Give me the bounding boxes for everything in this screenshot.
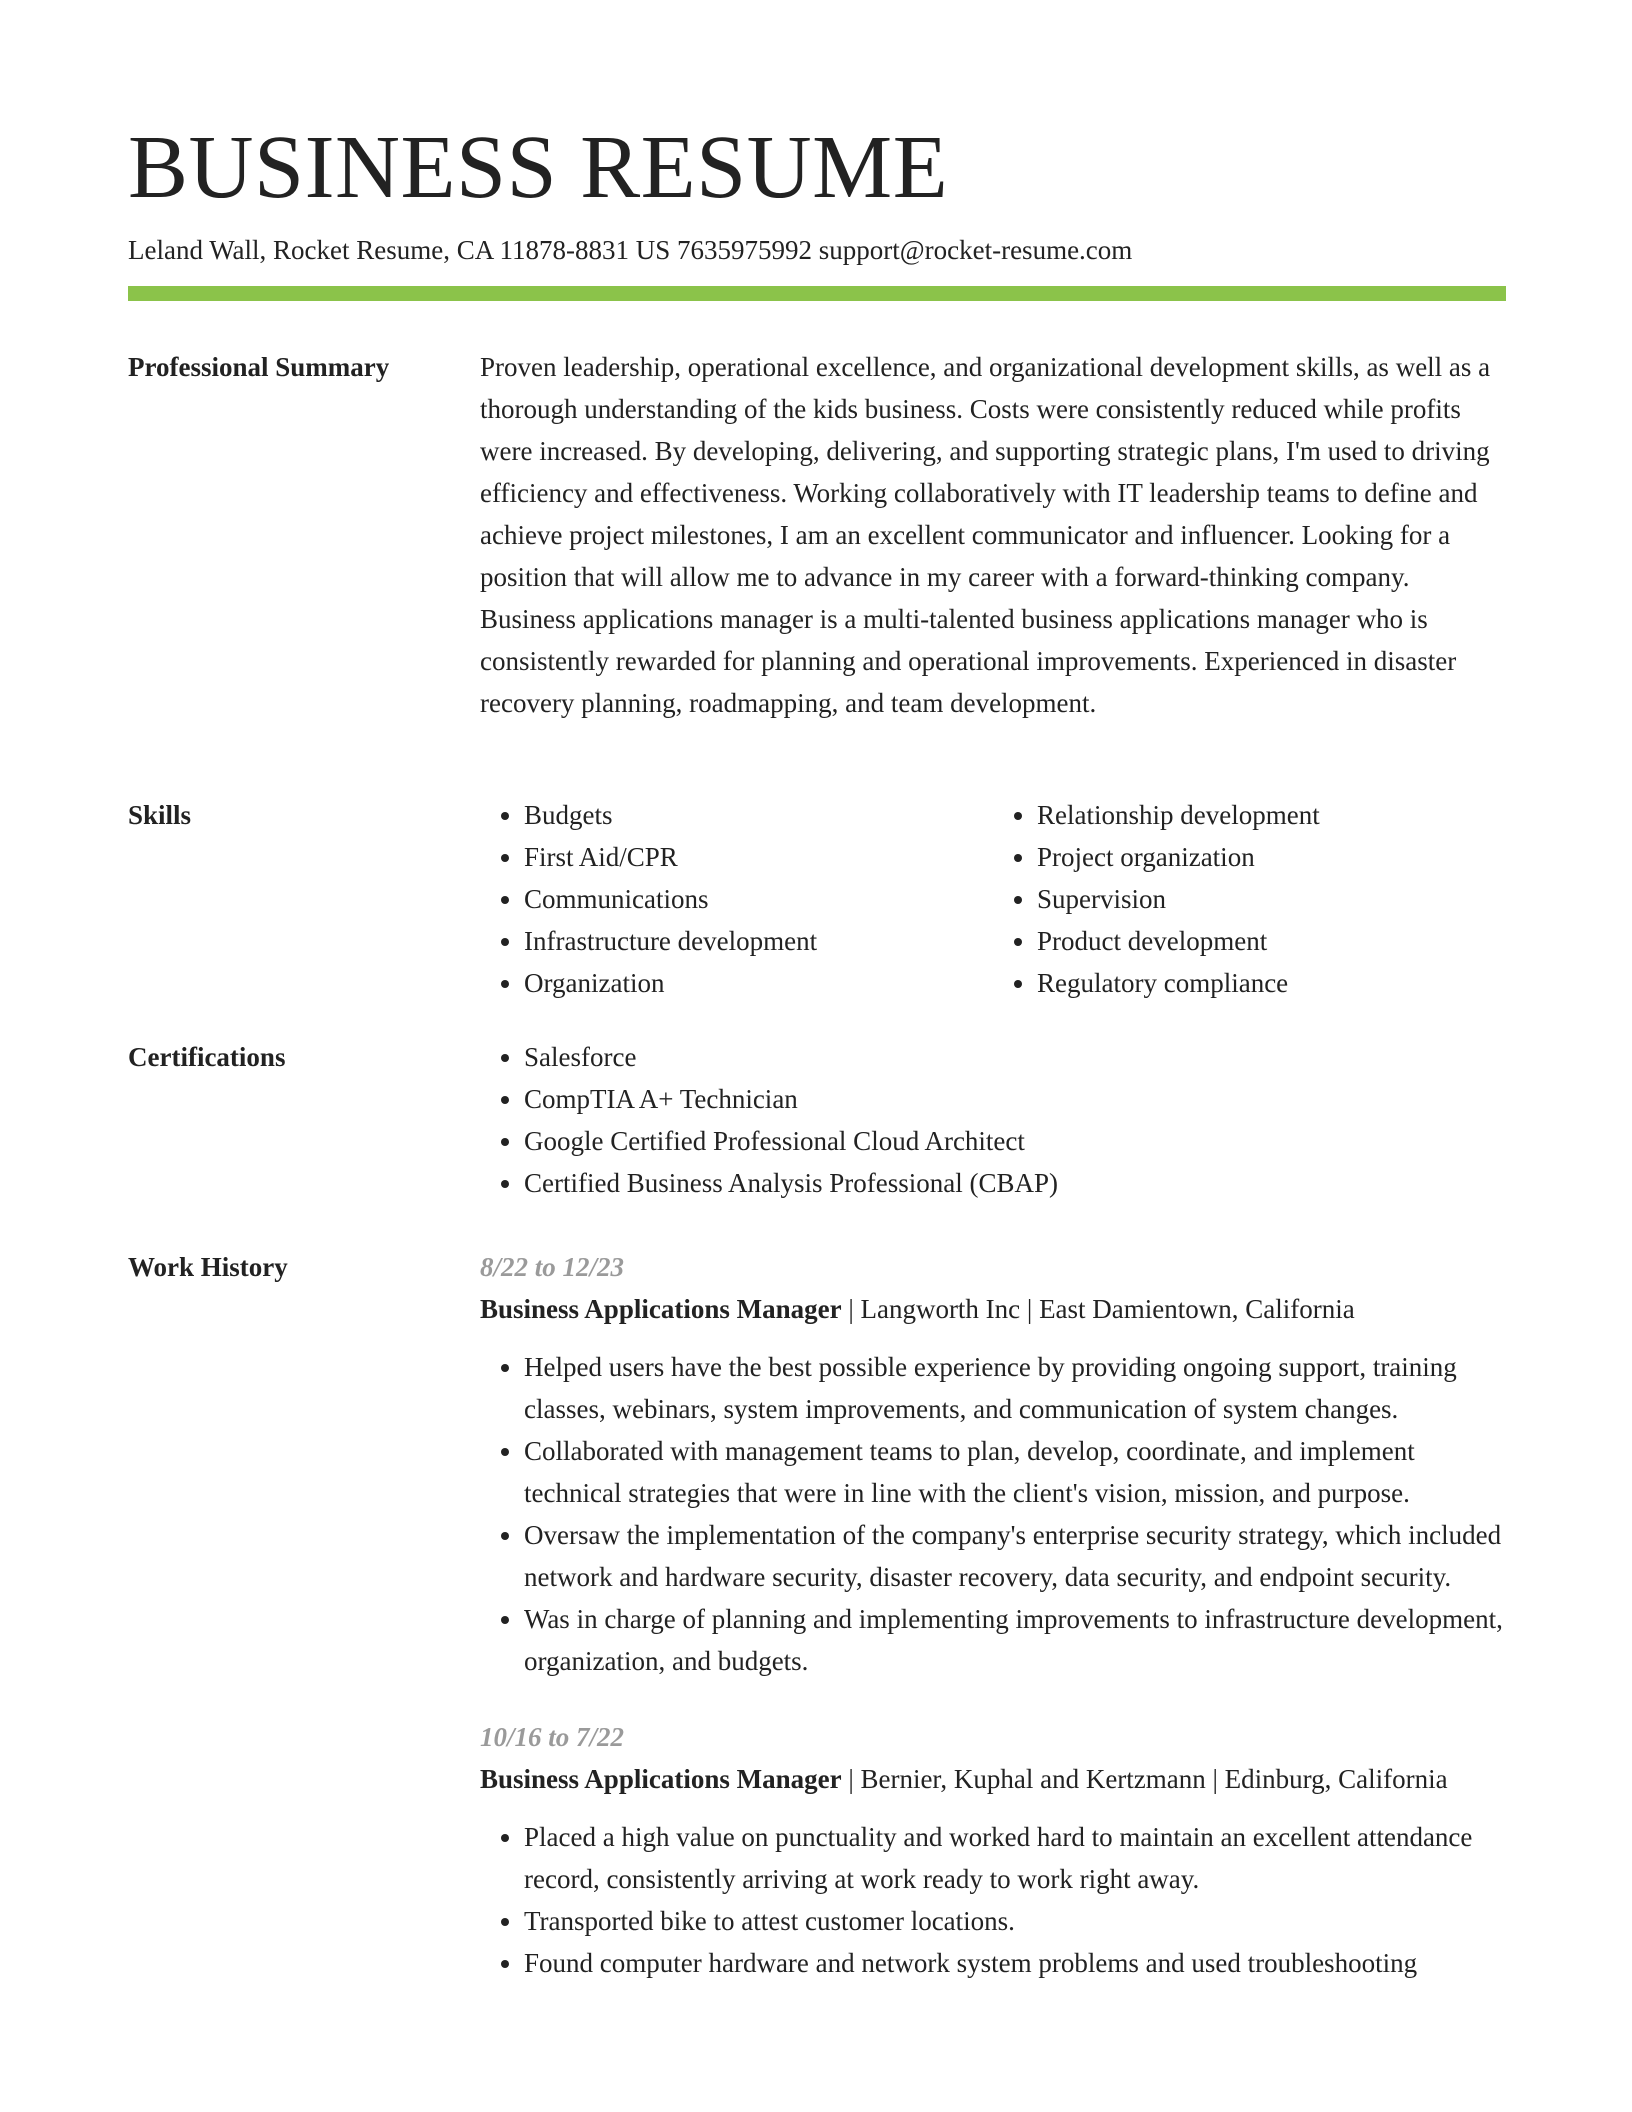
summary-label: Professional Summary bbox=[128, 352, 390, 382]
job-entry bbox=[480, 1716, 1506, 1984]
skills-body bbox=[480, 794, 1506, 1004]
job-bullet: • Collaborated with management teams to plan, develop, coordinate, and implement technical strategies that were in line with the client's vision, mission, and purpose. bbox=[524, 1430, 1506, 1514]
job-details: | Langworth Inc | East Damientown, California bbox=[841, 1294, 1355, 1324]
job-title: Business Applications Manager bbox=[480, 1764, 842, 1794]
certification-item: • CompTIA A+ Technician bbox=[524, 1078, 1506, 1120]
skill-item: • Project organization bbox=[1037, 836, 1506, 878]
skill-item: • Product development bbox=[1037, 920, 1506, 962]
job-title: Business Applications Manager bbox=[480, 1294, 842, 1324]
certifications-list bbox=[480, 1036, 1506, 1204]
skill-item: • Budgets bbox=[524, 794, 993, 836]
job-bullet: • Found computer hardware and network system problems and used troubleshooting bbox=[524, 1942, 1506, 1984]
skill-item: • Infrastructure development bbox=[524, 920, 993, 962]
skills-list-left bbox=[480, 794, 993, 1004]
job-bullet: • Transported bike to attest customer locations. bbox=[524, 1900, 1506, 1942]
job-bullet: • Helped users have the best possible experience by providing ongoing support, training classes, webinars, system improvements, and communication of system changes. bbox=[524, 1346, 1506, 1430]
skill-item: • Communications bbox=[524, 878, 993, 920]
work-history-body bbox=[480, 1246, 1506, 2018]
skill-item: • Organization bbox=[524, 962, 993, 1004]
resume-title: BUSINESS RESUME bbox=[128, 118, 949, 217]
summary-body bbox=[480, 346, 1506, 724]
certifications-label: Certifications bbox=[128, 1042, 286, 1072]
skill-item: • First Aid/CPR bbox=[524, 836, 993, 878]
skills-list-right bbox=[993, 794, 1506, 1004]
certification-item: • Certified Business Analysis Professional (CBAP) bbox=[524, 1162, 1506, 1204]
skill-item: • Supervision bbox=[1037, 878, 1506, 920]
job-bullets bbox=[480, 1346, 1506, 1682]
job-bullet: • Oversaw the implementation of the company's enterprise security strategy, which included network and hardware security, disaster recovery, data security, and endpoint security. bbox=[524, 1514, 1506, 1598]
job-dates: 10/16 to 7/22 bbox=[480, 1722, 625, 1752]
skills-label: Skills bbox=[128, 800, 192, 830]
job-bullet: • Was in charge of planning and implementing improvements to infrastructure development, organization, and budgets. bbox=[524, 1598, 1506, 1682]
job-heading bbox=[480, 1758, 1506, 1800]
job-details: | Bernier, Kuphal and Kertzmann | Edinburg, California bbox=[841, 1764, 1448, 1794]
contact-line: Leland Wall, Rocket Resume, CA 11878-8831 US 7635975992 support@rocket-resume.com bbox=[128, 235, 1133, 265]
accent-divider bbox=[128, 286, 1506, 301]
skill-item: • Relationship development bbox=[1037, 794, 1506, 836]
job-entry bbox=[480, 1246, 1506, 1682]
job-dates: 8/22 to 12/23 bbox=[480, 1252, 625, 1282]
job-bullets bbox=[480, 1816, 1506, 1984]
certification-item: • Google Certified Professional Cloud Architect bbox=[524, 1120, 1506, 1162]
work-history-label: Work History bbox=[128, 1252, 288, 1282]
job-heading bbox=[480, 1288, 1506, 1330]
certification-item: • Salesforce bbox=[524, 1036, 1506, 1078]
summary-text: Proven leadership, operational excellence, and organizational development skills, as well as a thorough understanding of the kids business. Costs were consistently reduced while profits were increased. By developing, delivering, and supporting strategic plans, I'm used to driving efficiency and effectiveness. Working collaboratively with IT leadership teams to define and achieve project milestones, I am an excellent communicator and influencer. Looking for a position that will allow me to advance in my career with a forward-thinking company. Business applications manager is a multi-talented business applications manager who is consistently rewarded for planning and operational improvements. Experienced in disaster recovery planning, roadmapping, and team development. bbox=[480, 352, 1491, 718]
certifications-body bbox=[480, 1036, 1506, 1204]
skill-item: • Regulatory compliance bbox=[1037, 962, 1506, 1004]
job-bullet: • Placed a high value on punctuality and worked hard to maintain an excellent attendance record, consistently arriving at work ready to work right away. bbox=[524, 1816, 1506, 1900]
